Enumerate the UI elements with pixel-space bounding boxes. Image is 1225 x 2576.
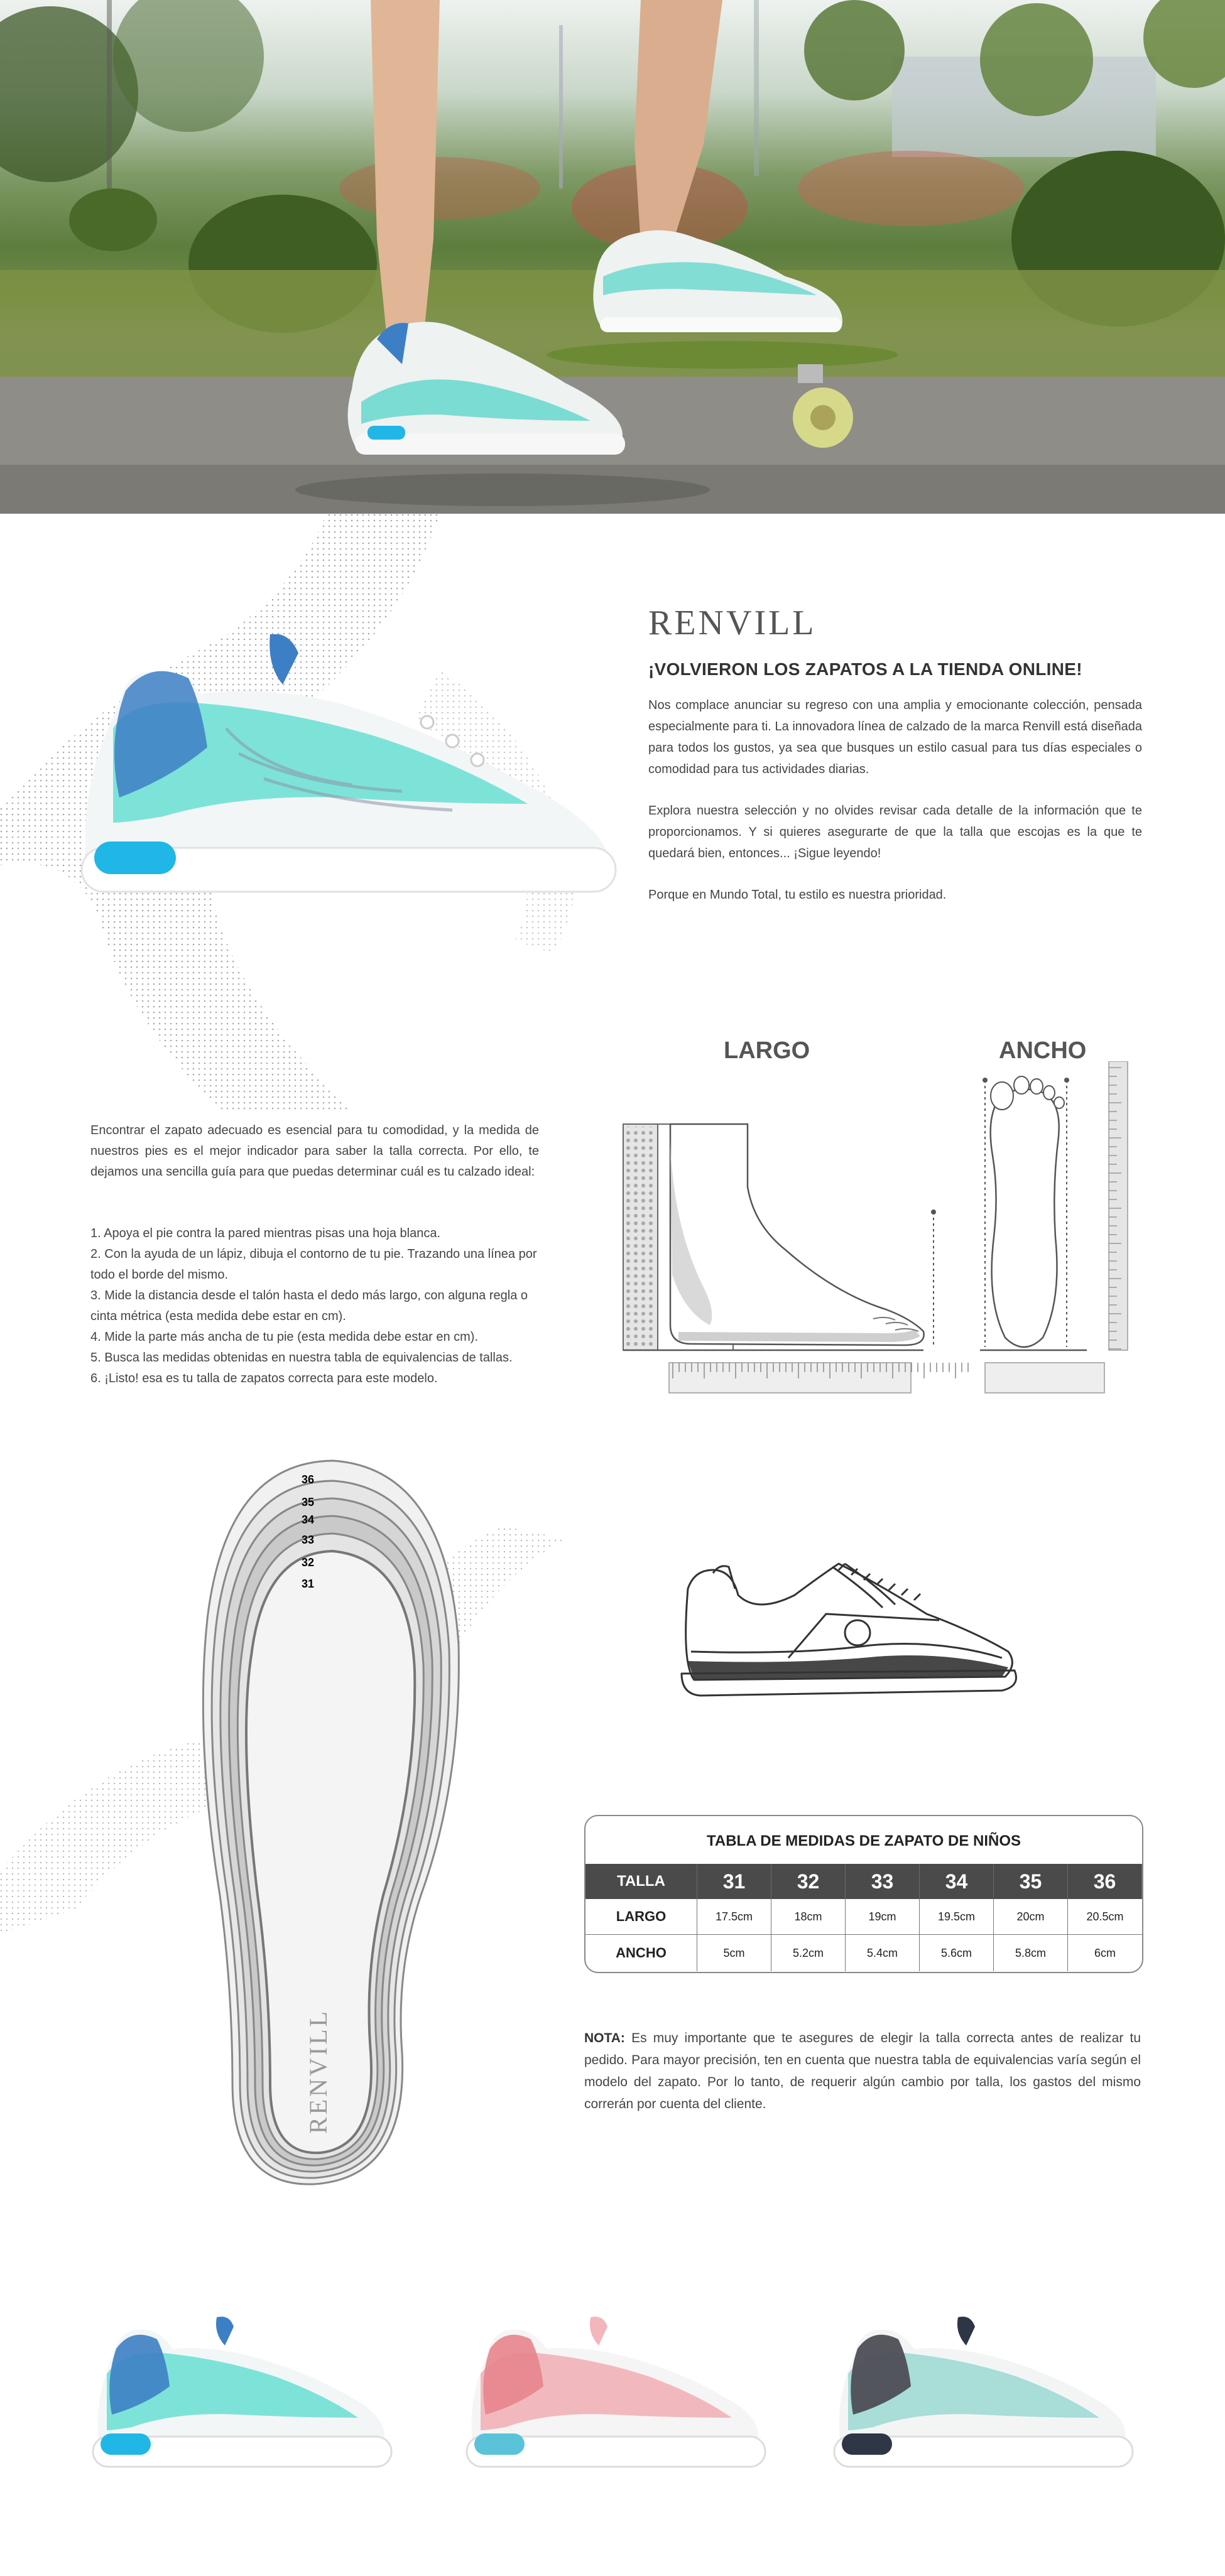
table-size-header: 33 <box>846 1864 920 1899</box>
table-cell: 5.2cm <box>771 1935 846 1971</box>
table-row-largo <box>585 1899 1142 1935</box>
largo-label: LARGO <box>724 1037 810 1064</box>
ancho-label: ANCHO <box>999 1037 1087 1064</box>
intro-headline: ¡VOLVIERON LOS ZAPATOS A LA TIENDA ONLINE! <box>648 659 1082 679</box>
insole-size-illustration <box>195 1456 471 2190</box>
table-cell: 5.8cm <box>994 1935 1068 1971</box>
table-cell: 19.5cm <box>920 1899 994 1934</box>
brand-logo: RENVILL <box>648 603 817 642</box>
size-chart-table <box>584 1815 1143 1973</box>
note-label: NOTA: <box>584 2031 625 2045</box>
table-size-header: 31 <box>697 1864 771 1899</box>
size-note <box>584 2027 1141 2115</box>
guide-step: 1. Apoya el pie contra la pared mientras pisas una hoja blanca. <box>90 1226 441 1240</box>
guide-step: 3. Mide la distancia desde el talón hasta el dedo más largo, con alguna regla o cinta métrica (esta medida debe estar en cm). <box>90 1289 528 1323</box>
table-title: TABLA DE MEDIDAS DE ZAPATO DE NIÑOS <box>706 1832 1021 1849</box>
guide-step: 6. ¡Listo! esa es tu talla de zapatos correcta para este modelo. <box>90 1372 438 1385</box>
intro-paragraph-3: Porque en Mundo Total, tu estilo es nuestra prioridad. <box>648 888 947 902</box>
sole-size-label: 34 <box>301 1513 315 1526</box>
table-cell: 5.6cm <box>920 1935 994 1971</box>
sole-size-label: 31 <box>301 1578 315 1590</box>
table-size-header: 35 <box>994 1864 1068 1899</box>
hero-photo <box>0 0 1225 514</box>
sole-size-label: 35 <box>301 1496 315 1508</box>
hero-illustration <box>0 0 1225 514</box>
insole-brand-logo: RENVILL <box>304 2008 332 2134</box>
table-header-row <box>585 1864 1142 1899</box>
guide-step: 5. Busca las medidas obtenidas en nuestra tabla de equivalencias de tallas. <box>90 1351 513 1365</box>
guide-step: 2. Con la ayuda de un lápiz, dibuja el contorno de tu pie. Trazando una línea por todo el borde del mismo. <box>90 1247 537 1282</box>
table-cell: 18cm <box>771 1899 846 1934</box>
table-cell: 6cm <box>1094 1946 1116 1959</box>
table-row-ancho <box>585 1935 1142 1971</box>
table-cell: 19cm <box>846 1899 920 1934</box>
note-text: Es muy importante que te asegures de elegir la talla correcta antes de realizar tu pedido. Para mayor precisión, ten en cuenta que nuestra tabla de equivalencias varía según el modelo del zapato. Por lo tanto, de requerir algún cambio por talla, los gastos del mismo correrán por cuenta del cliente. <box>584 2031 1141 2111</box>
intro-paragraph-2: Explora nuestra selección y no olvides revisar cada detalle de la información que te proporcionamos. Y si quieres asegurarte de que la talla que escojas es la que te quedará bien, entonces... ¡Sigue leyendo! <box>648 804 1142 860</box>
intro-paragraph-1: Nos complace anunciar su regreso con una amplia y emocionante colección, pensada especialmente para ti. La innovadora línea de calzado de la marca Renvill está diseñada para todos los gustos, ya sea que busques un estilo casual para tus días especiales o comodidad para tus actividades diarias. <box>648 698 1142 776</box>
table-cell: 17.5cm <box>697 1899 771 1934</box>
guide-steps-list <box>90 1223 539 1389</box>
shoe-blue-side-view <box>75 634 622 917</box>
sole-size-label: 36 <box>301 1473 315 1486</box>
shoe-variant-pink[interactable] <box>462 2311 770 2474</box>
sneaker-outline-icon <box>675 1551 1027 1708</box>
shoe-variant-blue[interactable] <box>88 2311 396 2474</box>
guide-intro: Encontrar el zapato adecuado es esencial para tu comodidad, y la medida de nuestros pies es el mejor indicador para saber la talla correcta. Por ello, te dejamos una sencilla guía para que puedas determinar cuál es tu calzado ideal: <box>90 1123 539 1179</box>
shoe-variant-gray[interactable] <box>829 2311 1137 2474</box>
table-header-label: TALLA <box>585 1864 697 1899</box>
sole-size-label: 33 <box>301 1534 315 1546</box>
table-size-header: 32 <box>771 1864 846 1899</box>
table-cell: 5.4cm <box>846 1935 920 1971</box>
table-cell: 20cm <box>994 1899 1068 1934</box>
table-cell: 5cm <box>697 1935 771 1971</box>
table-size-header: 34 <box>920 1864 994 1899</box>
table-row-label: LARGO <box>585 1899 697 1934</box>
table-cell: 20.5cm <box>1086 1910 1124 1923</box>
guide-step: 4. Mide la parte más ancha de tu pie (esta medida debe estar en cm). <box>90 1330 479 1344</box>
sole-size-label: 32 <box>301 1556 315 1569</box>
table-row-label: ANCHO <box>585 1935 697 1971</box>
foot-measurement-diagram <box>609 1061 1150 1400</box>
table-size-header: 36 <box>1068 1864 1142 1899</box>
